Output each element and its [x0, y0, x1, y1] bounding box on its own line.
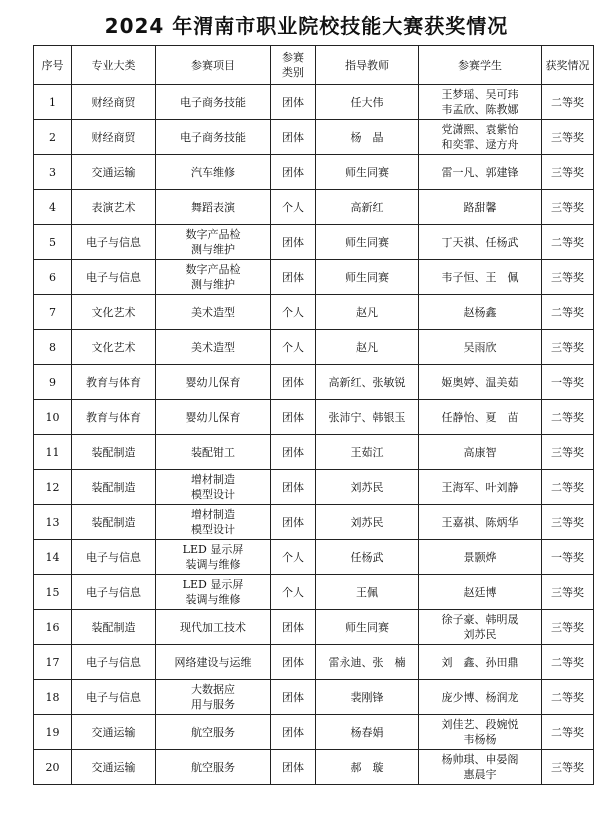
cell-award: 三等奖 [542, 575, 594, 610]
table-body [34, 85, 594, 785]
cell-type: 团体 [271, 120, 316, 155]
table-row [34, 435, 594, 470]
cell-category: 财经商贸 [72, 120, 156, 155]
cell-teachers: 王茹江 [316, 435, 419, 470]
table-row [34, 575, 594, 610]
table-row [34, 400, 594, 435]
cell-no: 2 [34, 120, 72, 155]
cell-type: 个人 [271, 190, 316, 225]
cell-no: 15 [34, 575, 72, 610]
cell-students: 姬奥婷、温美茹 [419, 365, 542, 400]
cell-no: 8 [34, 330, 72, 365]
cell-no: 11 [34, 435, 72, 470]
page-title: 2024 年渭南市职业院校技能大赛获奖情况 [104, 14, 509, 38]
cell-project: LED 显示屏 装调与维修 [156, 575, 271, 610]
cell-project: 航空服务 [156, 750, 271, 785]
cell-no: 3 [34, 155, 72, 190]
cell-award: 三等奖 [542, 750, 594, 785]
header-students: 参赛学生 [419, 46, 542, 85]
cell-students: 丁天祺、任杨武 [419, 225, 542, 260]
cell-category: 电子与信息 [72, 225, 156, 260]
cell-type: 团体 [271, 155, 316, 190]
cell-category: 装配制造 [72, 435, 156, 470]
cell-type: 团体 [271, 435, 316, 470]
cell-teachers: 张沛宁、韩银玉 [316, 400, 419, 435]
cell-award: 二等奖 [542, 680, 594, 715]
awards-table [33, 45, 594, 785]
cell-category: 交通运输 [72, 155, 156, 190]
cell-teachers: 刘苏民 [316, 470, 419, 505]
cell-no: 10 [34, 400, 72, 435]
cell-award: 三等奖 [542, 120, 594, 155]
table-row [34, 120, 594, 155]
cell-project: LED 显示屏 装调与维修 [156, 540, 271, 575]
cell-teachers: 任大伟 [316, 85, 419, 120]
cell-students: 徐子豪、韩明晟 刘苏民 [419, 610, 542, 645]
cell-project: 大数据应 用与服务 [156, 680, 271, 715]
cell-students: 庞少博、杨润龙 [419, 680, 542, 715]
cell-type: 团体 [271, 260, 316, 295]
cell-award: 三等奖 [542, 155, 594, 190]
cell-project: 现代加工技术 [156, 610, 271, 645]
cell-category: 装配制造 [72, 470, 156, 505]
cell-students: 高康智 [419, 435, 542, 470]
cell-teachers: 赵凡 [316, 330, 419, 365]
cell-teachers: 杨 晶 [316, 120, 419, 155]
cell-category: 文化艺术 [72, 330, 156, 365]
table-row [34, 610, 594, 645]
header-teachers: 指导教师 [316, 46, 419, 85]
cell-project: 美术造型 [156, 295, 271, 330]
cell-project: 美术造型 [156, 330, 271, 365]
cell-type: 团体 [271, 470, 316, 505]
cell-project: 增材制造 模型设计 [156, 470, 271, 505]
cell-no: 7 [34, 295, 72, 330]
cell-teachers: 高新红、张敏锐 [316, 365, 419, 400]
cell-project: 婴幼儿保育 [156, 365, 271, 400]
cell-category: 电子与信息 [72, 260, 156, 295]
cell-no: 5 [34, 225, 72, 260]
header-award: 获奖情况 [542, 46, 594, 85]
cell-students: 赵廷博 [419, 575, 542, 610]
cell-type: 团体 [271, 85, 316, 120]
cell-no: 17 [34, 645, 72, 680]
cell-award: 二等奖 [542, 85, 594, 120]
table-row [34, 540, 594, 575]
cell-students: 王梦瑶、吴可玮 韦孟欣、陈教娜 [419, 85, 542, 120]
cell-teachers: 任杨武 [316, 540, 419, 575]
cell-teachers: 师生同赛 [316, 610, 419, 645]
cell-category: 教育与体育 [72, 365, 156, 400]
cell-students: 雷一凡、郭建锋 [419, 155, 542, 190]
cell-teachers: 师生同赛 [316, 260, 419, 295]
cell-award: 三等奖 [542, 610, 594, 645]
header-type: 参赛 类别 [271, 46, 316, 85]
cell-students: 吴雨欣 [419, 330, 542, 365]
cell-project: 网络建设与运维 [156, 645, 271, 680]
cell-category: 交通运输 [72, 750, 156, 785]
cell-no: 20 [34, 750, 72, 785]
cell-type: 个人 [271, 575, 316, 610]
cell-no: 18 [34, 680, 72, 715]
cell-students: 韦子恒、王 佩 [419, 260, 542, 295]
cell-type: 团体 [271, 610, 316, 645]
cell-students: 刘佳艺、段婉悦 韦杨杨 [419, 715, 542, 750]
cell-award: 一等奖 [542, 365, 594, 400]
table-row [34, 85, 594, 120]
cell-type: 个人 [271, 295, 316, 330]
cell-type: 团体 [271, 400, 316, 435]
cell-teachers: 刘苏民 [316, 505, 419, 540]
cell-category: 电子与信息 [72, 540, 156, 575]
cell-award: 三等奖 [542, 330, 594, 365]
cell-students: 党潇熙、袁紫怡 和奕霏、逯方舟 [419, 120, 542, 155]
cell-students: 任静怡、夏 苗 [419, 400, 542, 435]
cell-award: 三等奖 [542, 190, 594, 225]
cell-project: 汽车维修 [156, 155, 271, 190]
table-header-row [34, 46, 594, 85]
cell-students: 赵杨鑫 [419, 295, 542, 330]
table-row [34, 225, 594, 260]
cell-type: 团体 [271, 750, 316, 785]
cell-category: 装配制造 [72, 505, 156, 540]
cell-award: 二等奖 [542, 470, 594, 505]
cell-category: 装配制造 [72, 610, 156, 645]
cell-category: 表演艺术 [72, 190, 156, 225]
cell-award: 二等奖 [542, 225, 594, 260]
cell-project: 电子商务技能 [156, 120, 271, 155]
table-row [34, 190, 594, 225]
cell-project: 婴幼儿保育 [156, 400, 271, 435]
table-row [34, 295, 594, 330]
cell-teachers: 师生同赛 [316, 155, 419, 190]
cell-award: 三等奖 [542, 435, 594, 470]
cell-award: 二等奖 [542, 645, 594, 680]
cell-no: 4 [34, 190, 72, 225]
cell-students: 王嘉祺、陈炳华 [419, 505, 542, 540]
cell-project: 增材制造 模型设计 [156, 505, 271, 540]
cell-project: 航空服务 [156, 715, 271, 750]
cell-teachers: 郝 璇 [316, 750, 419, 785]
table-row [34, 470, 594, 505]
cell-students: 杨帅琪、申晏阁 惠晨宇 [419, 750, 542, 785]
cell-no: 14 [34, 540, 72, 575]
cell-no: 16 [34, 610, 72, 645]
cell-type: 团体 [271, 645, 316, 680]
table-row [34, 260, 594, 295]
cell-type: 团体 [271, 715, 316, 750]
table-row [34, 330, 594, 365]
cell-award: 二等奖 [542, 400, 594, 435]
cell-category: 电子与信息 [72, 680, 156, 715]
cell-no: 6 [34, 260, 72, 295]
cell-project: 装配钳工 [156, 435, 271, 470]
cell-teachers: 裴刚锋 [316, 680, 419, 715]
table-row [34, 750, 594, 785]
cell-project: 舞蹈表演 [156, 190, 271, 225]
cell-students: 王海军、叶刘静 [419, 470, 542, 505]
cell-no: 13 [34, 505, 72, 540]
cell-type: 团体 [271, 365, 316, 400]
header-project: 参赛项目 [156, 46, 271, 85]
cell-no: 1 [34, 85, 72, 120]
cell-no: 9 [34, 365, 72, 400]
cell-type: 团体 [271, 505, 316, 540]
cell-category: 交通运输 [72, 715, 156, 750]
cell-teachers: 高新红 [316, 190, 419, 225]
cell-award: 三等奖 [542, 505, 594, 540]
cell-category: 文化艺术 [72, 295, 156, 330]
cell-project: 数字产品检 测与维护 [156, 260, 271, 295]
cell-award: 三等奖 [542, 260, 594, 295]
cell-type: 个人 [271, 330, 316, 365]
cell-category: 财经商贸 [72, 85, 156, 120]
table-row [34, 505, 594, 540]
table-row [34, 715, 594, 750]
header-category: 专业大类 [72, 46, 156, 85]
cell-project: 数字产品检 测与维护 [156, 225, 271, 260]
cell-teachers: 师生同赛 [316, 225, 419, 260]
table-row [34, 365, 594, 400]
table-row [34, 645, 594, 680]
cell-project: 电子商务技能 [156, 85, 271, 120]
cell-teachers: 王佩 [316, 575, 419, 610]
cell-teachers: 杨春娟 [316, 715, 419, 750]
cell-category: 电子与信息 [72, 575, 156, 610]
header-no: 序号 [34, 46, 72, 85]
cell-award: 一等奖 [542, 540, 594, 575]
cell-category: 电子与信息 [72, 645, 156, 680]
cell-students: 路甜馨 [419, 190, 542, 225]
table-row [34, 680, 594, 715]
table-row [34, 155, 594, 190]
cell-type: 个人 [271, 540, 316, 575]
cell-type: 团体 [271, 680, 316, 715]
cell-type: 团体 [271, 225, 316, 260]
cell-no: 12 [34, 470, 72, 505]
cell-teachers: 赵凡 [316, 295, 419, 330]
cell-students: 景颢烨 [419, 540, 542, 575]
cell-teachers: 雷永迪、张 楠 [316, 645, 419, 680]
cell-award: 二等奖 [542, 295, 594, 330]
cell-students: 刘 鑫、孙田鼎 [419, 645, 542, 680]
cell-category: 教育与体育 [72, 400, 156, 435]
cell-award: 二等奖 [542, 715, 594, 750]
cell-no: 19 [34, 715, 72, 750]
